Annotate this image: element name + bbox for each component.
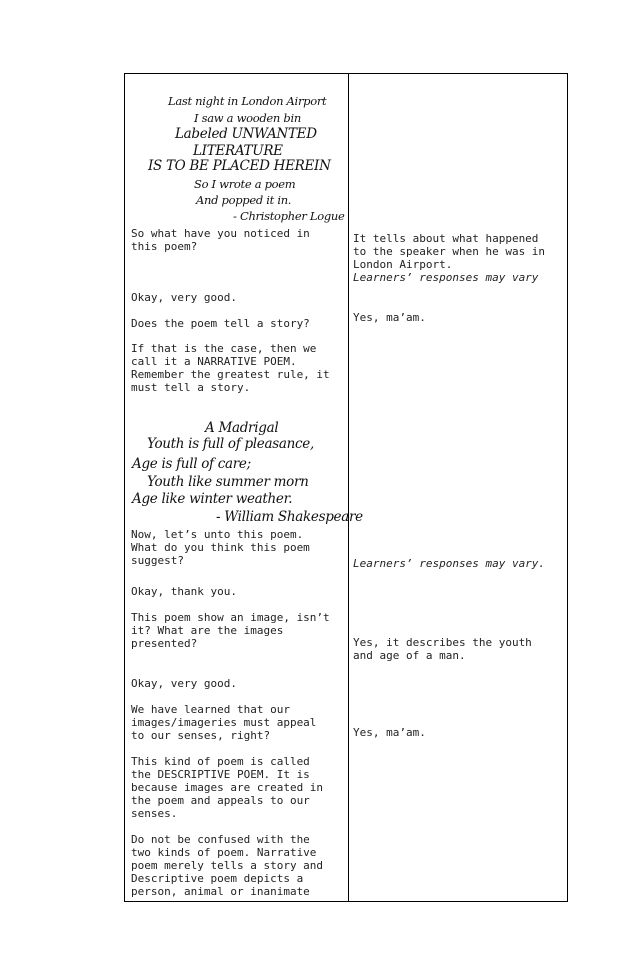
poem1-line-4: LITERATURE bbox=[193, 143, 283, 159]
poem1-line-5: IS TO BE PLACED HEREIN bbox=[148, 158, 331, 174]
poem1-author: - Christopher Logue bbox=[233, 209, 345, 223]
poem1-line-7: And popped it in. bbox=[196, 193, 292, 207]
poem2-line-1: Youth is full of pleasance, bbox=[147, 436, 314, 452]
learner-answer-airport: It tells about what happened to the speaker when he was in London Airport. bbox=[353, 232, 546, 271]
teacher-question-suggest: Now, let’s unto this poem. What do you think this poem suggest? bbox=[131, 528, 310, 567]
teacher-descriptive-explanation: This kind of poem is called the DESCRIPTIVE POEM. It is because images are created in the poem and appeals to our senses. bbox=[131, 755, 324, 820]
teacher-question-noticed: So what have you noticed in this poem? bbox=[131, 227, 310, 253]
teacher-response-very-good: Okay, very good. bbox=[131, 291, 237, 304]
poem2-line-3: Youth like summer morn bbox=[147, 474, 309, 490]
poem2-title: A Madrigal bbox=[205, 420, 279, 436]
poem1-line-3: Labeled UNWANTED bbox=[175, 126, 317, 142]
teacher-question-images: This poem show an image, isn’t it? What are the images presented? bbox=[131, 611, 330, 650]
teacher-response-thank-you: Okay, thank you. bbox=[131, 585, 237, 598]
teacher-comparison: Do not be confused with the two kinds of poem. Narrative poem merely tells a story and Descriptive poem depicts a person, animal or inanimate bbox=[131, 833, 324, 898]
learner-note-vary: Learners’ responses may vary bbox=[353, 271, 539, 284]
teacher-question-senses: We have learned that our images/imageries must appeal to our senses, right? bbox=[131, 703, 317, 742]
poem2-line-2: Age is full of care; bbox=[132, 456, 251, 472]
learner-answer-youth-age: Yes, it describes the youth and age of a man. bbox=[353, 636, 532, 662]
learner-note-vary-2: Learners’ responses may vary. bbox=[353, 557, 546, 570]
poem2-author: - William Shakespeare bbox=[216, 509, 363, 525]
learner-answer-yes-1: Yes, ma’am. bbox=[353, 311, 426, 324]
poem1-line-2: I saw a wooden bin bbox=[194, 111, 301, 125]
teacher-narrative-explanation: If that is the case, then we call it a NARRATIVE POEM. Remember the greatest rule, it must tell a story. bbox=[131, 342, 330, 394]
teacher-question-story: Does the poem tell a story? bbox=[131, 317, 310, 330]
poem1-line-1: Last night in London Airport bbox=[168, 94, 327, 108]
poem1-line-6: So I wrote a poem bbox=[194, 177, 296, 191]
learner-answer-yes-2: Yes, ma’am. bbox=[353, 726, 426, 739]
column-divider bbox=[348, 74, 349, 901]
poem2-line-4: Age like winter weather. bbox=[132, 491, 293, 507]
teacher-response-very-good-2: Okay, very good. bbox=[131, 677, 237, 690]
